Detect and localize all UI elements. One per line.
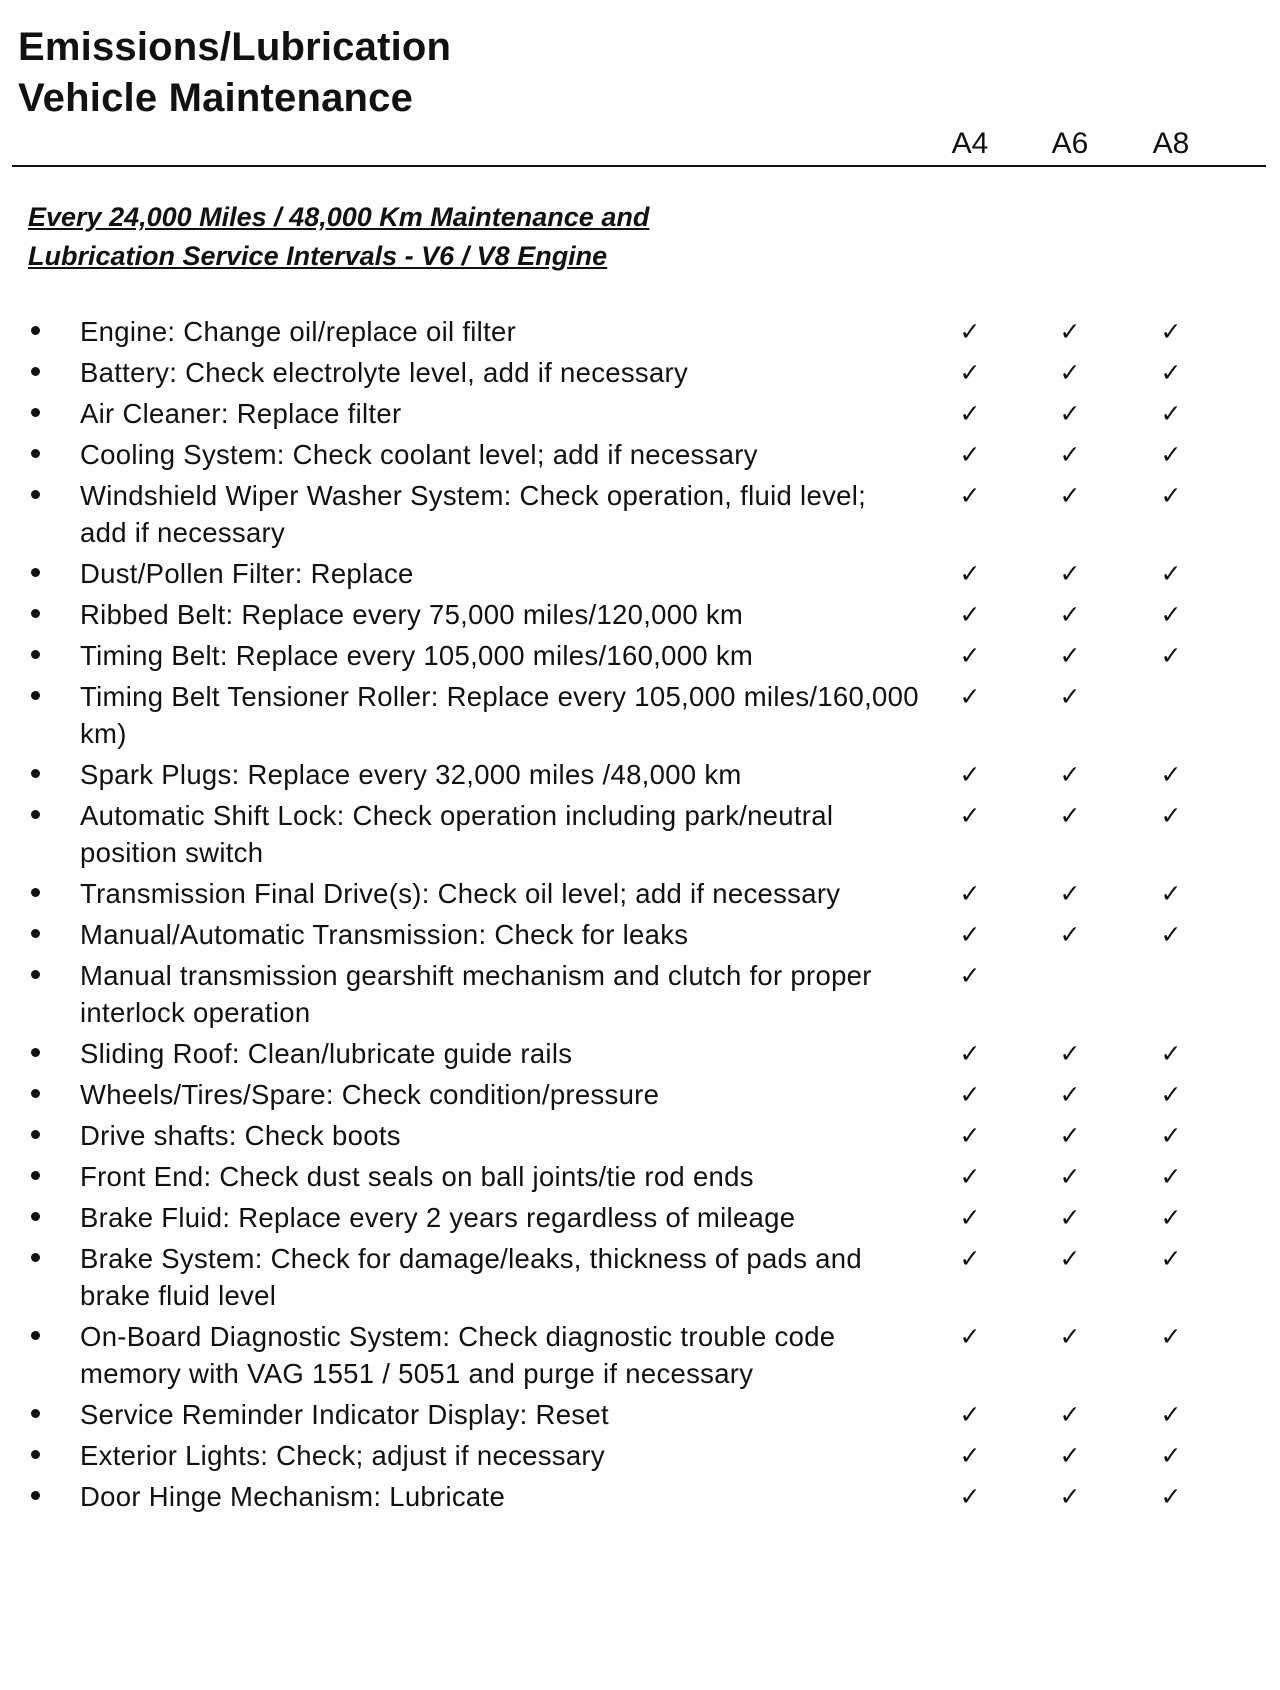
column-header-a6: A6 — [1051, 127, 1089, 160]
bullet-icon — [31, 888, 40, 897]
check-mark-icon-a6: ✓ — [1059, 801, 1081, 830]
maintenance-item — [0, 395, 1280, 436]
check-mark-icon-a8: ✓ — [1160, 801, 1182, 830]
bullet-icon — [31, 1409, 40, 1418]
check-mark-icon-a8: ✓ — [1160, 481, 1182, 510]
maintenance-item-text: Door Hinge Mechanism: Lubricate — [80, 1481, 506, 1512]
maintenance-item — [0, 436, 1280, 477]
bullet-icon — [31, 408, 40, 417]
check-mark-icon-a6: ✓ — [1059, 682, 1081, 711]
bullet-icon — [31, 1331, 40, 1340]
check-mark-icon-a4: ✓ — [959, 1039, 981, 1068]
bullet-icon — [31, 326, 40, 335]
bullet-icon — [31, 769, 40, 778]
bullet-icon — [31, 1212, 40, 1221]
maintenance-item-text: Timing Belt Tensioner Roller: Replace every 105,000 miles/160,000 km) — [80, 681, 919, 749]
header-divider — [12, 165, 1266, 167]
check-mark-icon-a6: ✓ — [1059, 399, 1081, 428]
maintenance-item-text: Manual transmission gearshift mechanism and clutch for proper interlock operation — [80, 960, 872, 1028]
maintenance-item-text: Ribbed Belt: Replace every 75,000 miles/120,000 km — [80, 599, 744, 630]
section-title-line-2: Lubrication Service Intervals - V6 / V8 Engine — [28, 241, 608, 271]
check-mark-icon-a6: ✓ — [1059, 1039, 1081, 1068]
maintenance-item — [0, 916, 1280, 957]
check-mark-icon-a4: ✓ — [959, 317, 981, 346]
maintenance-item — [0, 1437, 1280, 1478]
section-title — [28, 198, 649, 276]
maintenance-item — [0, 1240, 1280, 1318]
check-mark-icon-a8: ✓ — [1160, 920, 1182, 949]
bullet-icon — [31, 970, 40, 979]
check-mark-icon-a8: ✓ — [1160, 399, 1182, 428]
check-mark-icon-a4: ✓ — [959, 801, 981, 830]
bullet-icon — [31, 367, 40, 376]
maintenance-item — [0, 555, 1280, 596]
check-mark-icon-a4: ✓ — [959, 481, 981, 510]
check-mark-icon-a6: ✓ — [1059, 600, 1081, 629]
page-title — [18, 22, 451, 124]
check-mark-icon-a4: ✓ — [959, 1322, 981, 1351]
check-mark-icon-a4: ✓ — [959, 1482, 981, 1511]
maintenance-item-text: Brake Fluid: Replace every 2 years regardless of mileage — [80, 1202, 796, 1233]
maintenance-item — [0, 637, 1280, 678]
maintenance-item — [0, 313, 1280, 354]
check-mark-icon-a6: ✓ — [1059, 1080, 1081, 1109]
bullet-icon — [31, 1450, 40, 1459]
maintenance-item-text: Transmission Final Drive(s): Check oil level; add if necessary — [80, 878, 841, 909]
bullet-icon — [31, 1048, 40, 1057]
check-mark-icon-a8: ✓ — [1160, 1400, 1182, 1429]
check-mark-icon-a6: ✓ — [1059, 1441, 1081, 1470]
check-mark-icon-a6: ✓ — [1059, 440, 1081, 469]
bullet-icon — [31, 1130, 40, 1139]
check-mark-icon-a8: ✓ — [1160, 1322, 1182, 1351]
check-mark-icon-a6: ✓ — [1059, 1121, 1081, 1150]
maintenance-item — [0, 875, 1280, 916]
bullet-icon — [31, 1491, 40, 1500]
maintenance-item — [0, 1199, 1280, 1240]
maintenance-item-text: Automatic Shift Lock: Check operation including park/neutral position switch — [80, 800, 834, 868]
check-mark-icon-a6: ✓ — [1059, 641, 1081, 670]
check-mark-icon-a8: ✓ — [1160, 879, 1182, 908]
maintenance-item-text: Sliding Roof: Clean/lubricate guide rails — [80, 1038, 573, 1069]
maintenance-item-text: Front End: Check dust seals on ball joints/tie rod ends — [80, 1161, 754, 1192]
maintenance-item — [0, 756, 1280, 797]
check-mark-icon-a8: ✓ — [1160, 559, 1182, 588]
check-mark-icon-a4: ✓ — [959, 961, 981, 990]
maintenance-item — [0, 354, 1280, 395]
bullet-icon — [31, 1171, 40, 1180]
title-line-1: Emissions/Lubrication — [18, 25, 452, 69]
maintenance-item-text: Battery: Check electrolyte level, add if necessary — [80, 357, 689, 388]
check-mark-icon-a6: ✓ — [1059, 481, 1081, 510]
check-mark-icon-a4: ✓ — [959, 760, 981, 789]
maintenance-item-text: Windshield Wiper Washer System: Check operation, fluid level; add if necessary — [80, 480, 867, 548]
maintenance-item-text: Spark Plugs: Replace every 32,000 miles /48,000 km — [80, 759, 742, 790]
check-mark-icon-a6: ✓ — [1059, 920, 1081, 949]
check-mark-icon-a6: ✓ — [1059, 1322, 1081, 1351]
bullet-icon — [31, 449, 40, 458]
check-mark-icon-a4: ✓ — [959, 641, 981, 670]
check-mark-icon-a8: ✓ — [1160, 1121, 1182, 1150]
bullet-icon — [31, 929, 40, 938]
check-mark-icon-a4: ✓ — [959, 920, 981, 949]
check-mark-icon-a4: ✓ — [959, 1121, 981, 1150]
bullet-icon — [31, 810, 40, 819]
check-mark-icon-a6: ✓ — [1059, 1400, 1081, 1429]
check-mark-icon-a6: ✓ — [1059, 559, 1081, 588]
maintenance-item — [0, 596, 1280, 637]
check-mark-icon-a8: ✓ — [1160, 1203, 1182, 1232]
check-mark-icon-a4: ✓ — [959, 399, 981, 428]
check-mark-icon-a8: ✓ — [1160, 1244, 1182, 1273]
check-mark-icon-a4: ✓ — [959, 1080, 981, 1109]
maintenance-item — [0, 678, 1280, 756]
check-mark-icon-a8: ✓ — [1160, 1482, 1182, 1511]
check-mark-icon-a6: ✓ — [1059, 1203, 1081, 1232]
title-line-2: Vehicle Maintenance — [18, 76, 414, 120]
check-mark-icon-a8: ✓ — [1160, 317, 1182, 346]
check-mark-icon-a6: ✓ — [1059, 879, 1081, 908]
check-mark-icon-a6: ✓ — [1059, 1244, 1081, 1273]
bullet-icon — [31, 1253, 40, 1262]
check-mark-icon-a8: ✓ — [1160, 600, 1182, 629]
section-title-line-1: Every 24,000 Miles / 48,000 Km Maintenance and — [28, 202, 650, 232]
maintenance-item-text: Timing Belt: Replace every 105,000 miles/160,000 km — [80, 640, 754, 671]
column-header-a8: A8 — [1152, 127, 1190, 160]
check-mark-icon-a4: ✓ — [959, 358, 981, 387]
check-mark-icon-a4: ✓ — [959, 1441, 981, 1470]
check-mark-icon-a4: ✓ — [959, 1203, 981, 1232]
bullet-icon — [31, 568, 40, 577]
check-mark-icon-a4: ✓ — [959, 440, 981, 469]
maintenance-item — [0, 1158, 1280, 1199]
bullet-icon — [31, 609, 40, 618]
check-mark-icon-a4: ✓ — [959, 1244, 981, 1273]
maintenance-item-text: Dust/Pollen Filter: Replace — [80, 558, 414, 589]
check-mark-icon-a8: ✓ — [1160, 1039, 1182, 1068]
maintenance-item — [0, 797, 1280, 875]
maintenance-item-text: Drive shafts: Check boots — [80, 1120, 401, 1151]
bullet-icon — [31, 691, 40, 700]
maintenance-item — [0, 957, 1280, 1035]
maintenance-item-text: Air Cleaner: Replace filter — [80, 398, 402, 429]
maintenance-item-text: Engine: Change oil/replace oil filter — [80, 316, 517, 347]
check-mark-icon-a6: ✓ — [1059, 317, 1081, 346]
check-mark-icon-a6: ✓ — [1059, 760, 1081, 789]
check-mark-icon-a6: ✓ — [1059, 1482, 1081, 1511]
check-mark-icon-a8: ✓ — [1160, 1080, 1182, 1109]
column-header-a4: A4 — [951, 127, 989, 160]
check-mark-icon-a4: ✓ — [959, 879, 981, 908]
check-mark-icon-a8: ✓ — [1160, 760, 1182, 789]
check-mark-icon-a8: ✓ — [1160, 1162, 1182, 1191]
check-mark-icon-a4: ✓ — [959, 682, 981, 711]
maintenance-item — [0, 1035, 1280, 1076]
maintenance-item — [0, 477, 1280, 555]
check-mark-icon-a8: ✓ — [1160, 440, 1182, 469]
check-mark-icon-a8: ✓ — [1160, 1441, 1182, 1470]
maintenance-item — [0, 1396, 1280, 1437]
check-mark-icon-a8: ✓ — [1160, 358, 1182, 387]
maintenance-item-text: Manual/Automatic Transmission: Check for leaks — [80, 919, 689, 950]
check-mark-icon-a6: ✓ — [1059, 358, 1081, 387]
check-mark-icon-a4: ✓ — [959, 1162, 981, 1191]
maintenance-item — [0, 1318, 1280, 1396]
maintenance-item-text: Wheels/Tires/Spare: Check condition/pressure — [80, 1079, 660, 1110]
maintenance-item-text: Service Reminder Indicator Display: Reset — [80, 1399, 609, 1430]
check-mark-icon-a8: ✓ — [1160, 641, 1182, 670]
maintenance-item — [0, 1076, 1280, 1117]
maintenance-item — [0, 1117, 1280, 1158]
bullet-icon — [31, 650, 40, 659]
maintenance-item-text: On-Board Diagnostic System: Check diagnostic trouble code memory with VAG 1551 / 5051 and purge if necessary — [80, 1321, 836, 1389]
check-mark-icon-a4: ✓ — [959, 600, 981, 629]
maintenance-item-text: Cooling System: Check coolant level; add if necessary — [80, 439, 758, 470]
check-mark-icon-a4: ✓ — [959, 1400, 981, 1429]
maintenance-item-text: Brake System: Check for damage/leaks, thickness of pads and brake fluid level — [80, 1243, 862, 1311]
bullet-icon — [31, 490, 40, 499]
check-mark-icon-a6: ✓ — [1059, 1162, 1081, 1191]
maintenance-item-list — [0, 313, 1280, 1519]
maintenance-item-text: Exterior Lights: Check; adjust if necessary — [80, 1440, 605, 1471]
maintenance-item — [0, 1478, 1280, 1519]
check-mark-icon-a4: ✓ — [959, 559, 981, 588]
bullet-icon — [31, 1089, 40, 1098]
